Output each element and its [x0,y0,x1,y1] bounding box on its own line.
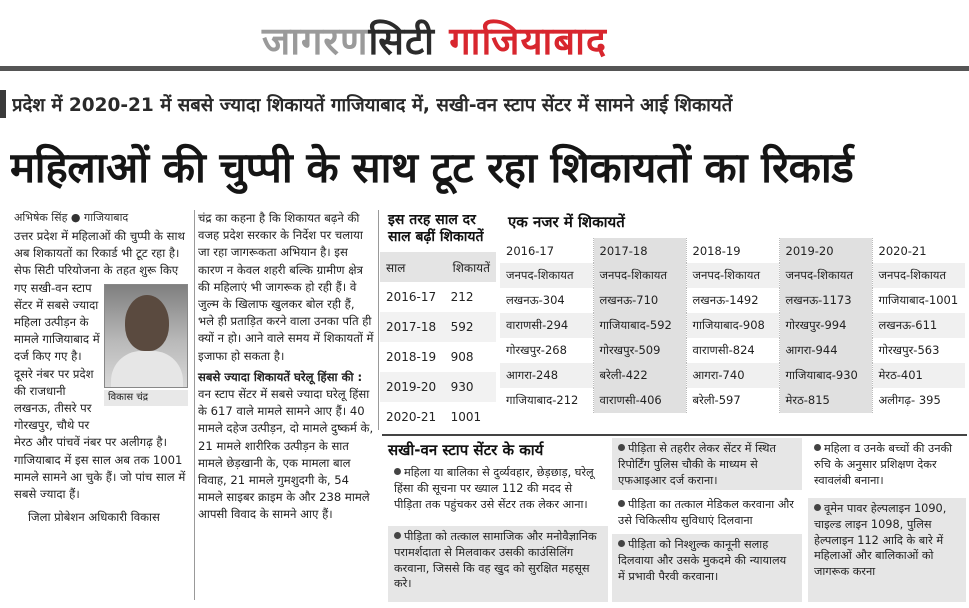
overview-cell: बरेली-422 [593,363,686,388]
overview-cell: लखनऊ-1492 [686,288,779,313]
overview-cell: मेरठ-815 [779,388,872,413]
sakhi-item-text: पीड़िता को तत्काल सामाजिक और मनोवैज्ञानिक परामर्शदाता से मिलवाकर उसकी काउंसिलिंग करवाना, जिससे कि वह खुद को सुरक्षित महसूस करे। [394,530,597,591]
sakhi-item-6 [808,438,966,494]
overview-cell: जनपद-शिकायत [593,263,686,288]
overview-cell: गोरखपुर-268 [500,338,593,363]
overview-cell: गाजियाबाद-212 [500,388,593,413]
table-row [500,388,965,413]
overview-cell: गाजियाबाद-908 [686,313,779,338]
overview-cell: गाजियाबाद-1001 [872,288,965,313]
sakhi-item-text: वूमेन पावर हेल्पलाइन 1090, चाइल्ड लाइन 1098, पुलिस हेल्पलाइन 112 आदि के बारे में महिलाओं और बालिकाओं को जागरूक करना [814,502,947,579]
section-rule [382,434,967,436]
overview-cell: जनपद-शिकायत [872,263,965,288]
overview-cell: 2018-19 [686,238,779,263]
table-row [380,312,496,342]
sakhi-item-7 [808,498,966,602]
article-column-2 [198,210,374,524]
table-row [380,282,496,312]
year-table-box [380,212,496,432]
bullet-icon [618,540,625,547]
article-para-1: उत्तर प्रदेश में महिलाओं की चुप्पी के साथ अब शिकायतों का रिकार्ड भी टूट रहा है। सेफ सिटी परियोजना के तहत शुरू किए गए सखी-वन स्टाप सेंटर में सबसे ज्यादा महिला उत्पीड़न के मामले गाजियाबाद में दर्ज किए गए है। दूसरे नंबर पर प्रदेश की राजधानी लखनऊ, तीसरे पर गोरखपुर, चौथे पर मेरठ और पांचवें नंबर पर अलीगढ़ है। गाजियाबाद में इस साल अब तक 1001 मामले सामने आ चुके हैं। जो पांच साल में सबसे ज्यादा हैं। [14,229,186,502]
sakhi-item-text: महिला व उनके बच्चों की उनकी रुचि के अनुसार प्रशिक्षण देकर स्वावलंबी बनाना। [814,442,953,487]
overview-cell: 2019-20 [779,238,872,263]
sakhi-item-5 [612,534,802,602]
bullet-icon [394,468,401,475]
byline: अभिषेक सिंह ● गाजियाबाद [14,211,129,224]
bullet-icon [618,500,625,507]
masthead-place: गाजियाबाद [449,19,608,63]
overview-cell: जनपद-शिकायत [686,263,779,288]
table-row [500,363,965,388]
year-cell: 2018-19 [380,342,445,372]
masthead-title [262,14,607,66]
overview-cell: गोरखपुर-563 [872,338,965,363]
table-row [380,402,496,432]
sakhi-item-4 [612,494,802,532]
bullet-icon [814,444,821,451]
overview-title: एक नजर में शिकायतें [508,213,625,231]
overview-cell: 2017-18 [593,238,686,263]
overview-cell: मेरठ-401 [872,363,965,388]
photo-caption: विकास चंद्र [104,390,188,406]
bullet-icon [394,532,401,539]
column-divider-1 [194,210,195,600]
count-cell: 592 [445,312,496,342]
article-para-4 [198,369,374,524]
count-cell: 212 [445,282,496,312]
overview-cell: वाराणसी-406 [593,388,686,413]
table-row [500,288,965,313]
year-table-title: इस तरह साल दर साल बढ़ीं शिकायतें [388,212,484,245]
count-cell: 1001 [445,402,496,432]
overview-cell: बरेली-597 [686,388,779,413]
year-cell: 2017-18 [380,312,445,342]
overview-cell: जनपद-शिकायत [779,263,872,288]
overview-cell: वाराणसी-824 [686,338,779,363]
overview-cell: गोरखपुर-994 [779,313,872,338]
overview-cell: आगरा-740 [686,363,779,388]
photo-head [125,295,169,351]
overview-cell: लखनऊ-710 [593,288,686,313]
overview-cell: 2020-21 [872,238,965,263]
masthead-rule [0,66,969,71]
sakhi-item-3 [612,438,802,490]
overview-cell: लखनऊ-1173 [779,288,872,313]
overview-cell: गोरखपुर-509 [593,338,686,363]
overview-cell: गाजियाबाद-592 [593,313,686,338]
sakhi-item-1 [388,462,608,515]
masthead-city: सिटी [368,19,435,63]
column-divider-2 [378,210,379,430]
author-photo [104,284,188,388]
bullet-icon [814,504,821,511]
table-row [500,238,965,263]
sakhi-item-2 [388,526,608,602]
year-cell: 2016-17 [380,282,445,312]
table-row [380,342,496,372]
sakhi-item-text: पीड़िता को निश्शुल्क कानूनी सलाह दिलवाया और उसके मुकदमे की न्यायालय में प्रभावी पैरवी करवाना। [618,538,787,583]
photo-shirt [111,351,183,388]
overview-cell: वाराणसी-294 [500,313,593,338]
article-para-3: चंद्र का कहना है कि शिकायत बढ़ने की वजह प्रदेश सरकार के निर्देश पर चलाया जा रहा जागरूकता अभियान है। इस कारण न केवल शहरी बल्कि ग्रामीण क्षेत्र की महिलाएं भी जागरूक हो रही हैं। वे जुल्म के खिलाफ खुलकर बोल रही हैं, भले ही प्रताड़ित करने वाला उनका पति ही क्यों न हो। आने वाले समय में शिकायतों में इजाफा हो सकता है। [198,211,374,363]
overview-cell: आगरा-944 [779,338,872,363]
year-cell: 2019-20 [380,372,445,402]
masthead [0,0,969,74]
bullet-icon [618,444,625,451]
overview-cell: लखनऊ-611 [872,313,965,338]
overview-box [500,212,965,413]
table-row [380,252,496,282]
overview-cell: जनपद-शिकायत [500,263,593,288]
table-row [500,338,965,363]
kicker-bar [0,90,6,118]
article-para-2: जिला प्रोबेशन अधिकारी विकास [28,510,160,525]
headline: महिलाओं की चुप्पी के साथ टूट रहा शिकायतों का रिकार्ड [10,143,854,192]
year-table [380,252,496,432]
article-para-4-text: वन स्टाप सेंटर में सबसे ज्यादा घरेलू हिंसा के 617 वाले मामले सामने आए हैं। 40 मामले दहेज उत्पीड़न, दो मामले दुष्कर्म के, 21 मामले शारीरिक उत्पीड़न के सात मामले छेड़खानी के, एक मामला बाल विवाह, 21 मामले गुमशुदगी के, 54 मामले साइबर क्राइम के और 238 मामले आपसी विवाद के सामने आए हैं। [198,387,374,522]
sakhi-item-text: महिला या बालिका से दुर्व्यवहार, छेड़छाड़, घरेलू हिंसा की सूचना पर ख्याल 112 की मदद से पीड़िता तक पहुंचकर उसे सेंटर तक लेकर आना। [394,466,594,511]
masthead-jagran: जागरण [262,19,369,63]
count-header: शिकायतें [445,252,496,282]
year-cell: 2020-21 [380,402,445,432]
table-row [380,372,496,402]
sakhi-title: सखी-वन स्टाप सेंटर के कार्य [388,441,544,459]
table-row [500,313,965,338]
overview-cell: गाजियाबाद-930 [779,363,872,388]
year-header: साल [380,252,445,282]
overview-cell: अलीगढ़- 395 [872,388,965,413]
count-cell: 930 [445,372,496,402]
overview-table [500,238,965,413]
kicker: प्रदेश में 2020-21 में सबसे ज्यादा शिकायतें गाजियाबाद में, सखी-वन स्टाप सेंटर में सामने आई शिकायतें [12,95,733,116]
sakhi-item-text: पीड़िता से तहरीर लेकर सेंटर में स्थित रिपोर्टिंग पुलिस चौकी के माध्यम से एफआइआर दर्ज कराना। [618,442,776,487]
overview-cell: आगरा-248 [500,363,593,388]
overview-cell: 2016-17 [500,238,593,263]
sakhi-item-text: पीड़िता का तत्काल मेडिकल करवाना और उसे चिकित्सीय सुविधाएं दिलवाना [618,498,794,527]
article-subhead: सबसे ज्यादा शिकायतें घरेलू हिंसा की : [198,369,363,384]
overview-cell: लखनऊ-304 [500,288,593,313]
table-row [500,263,965,288]
count-cell: 908 [445,342,496,372]
